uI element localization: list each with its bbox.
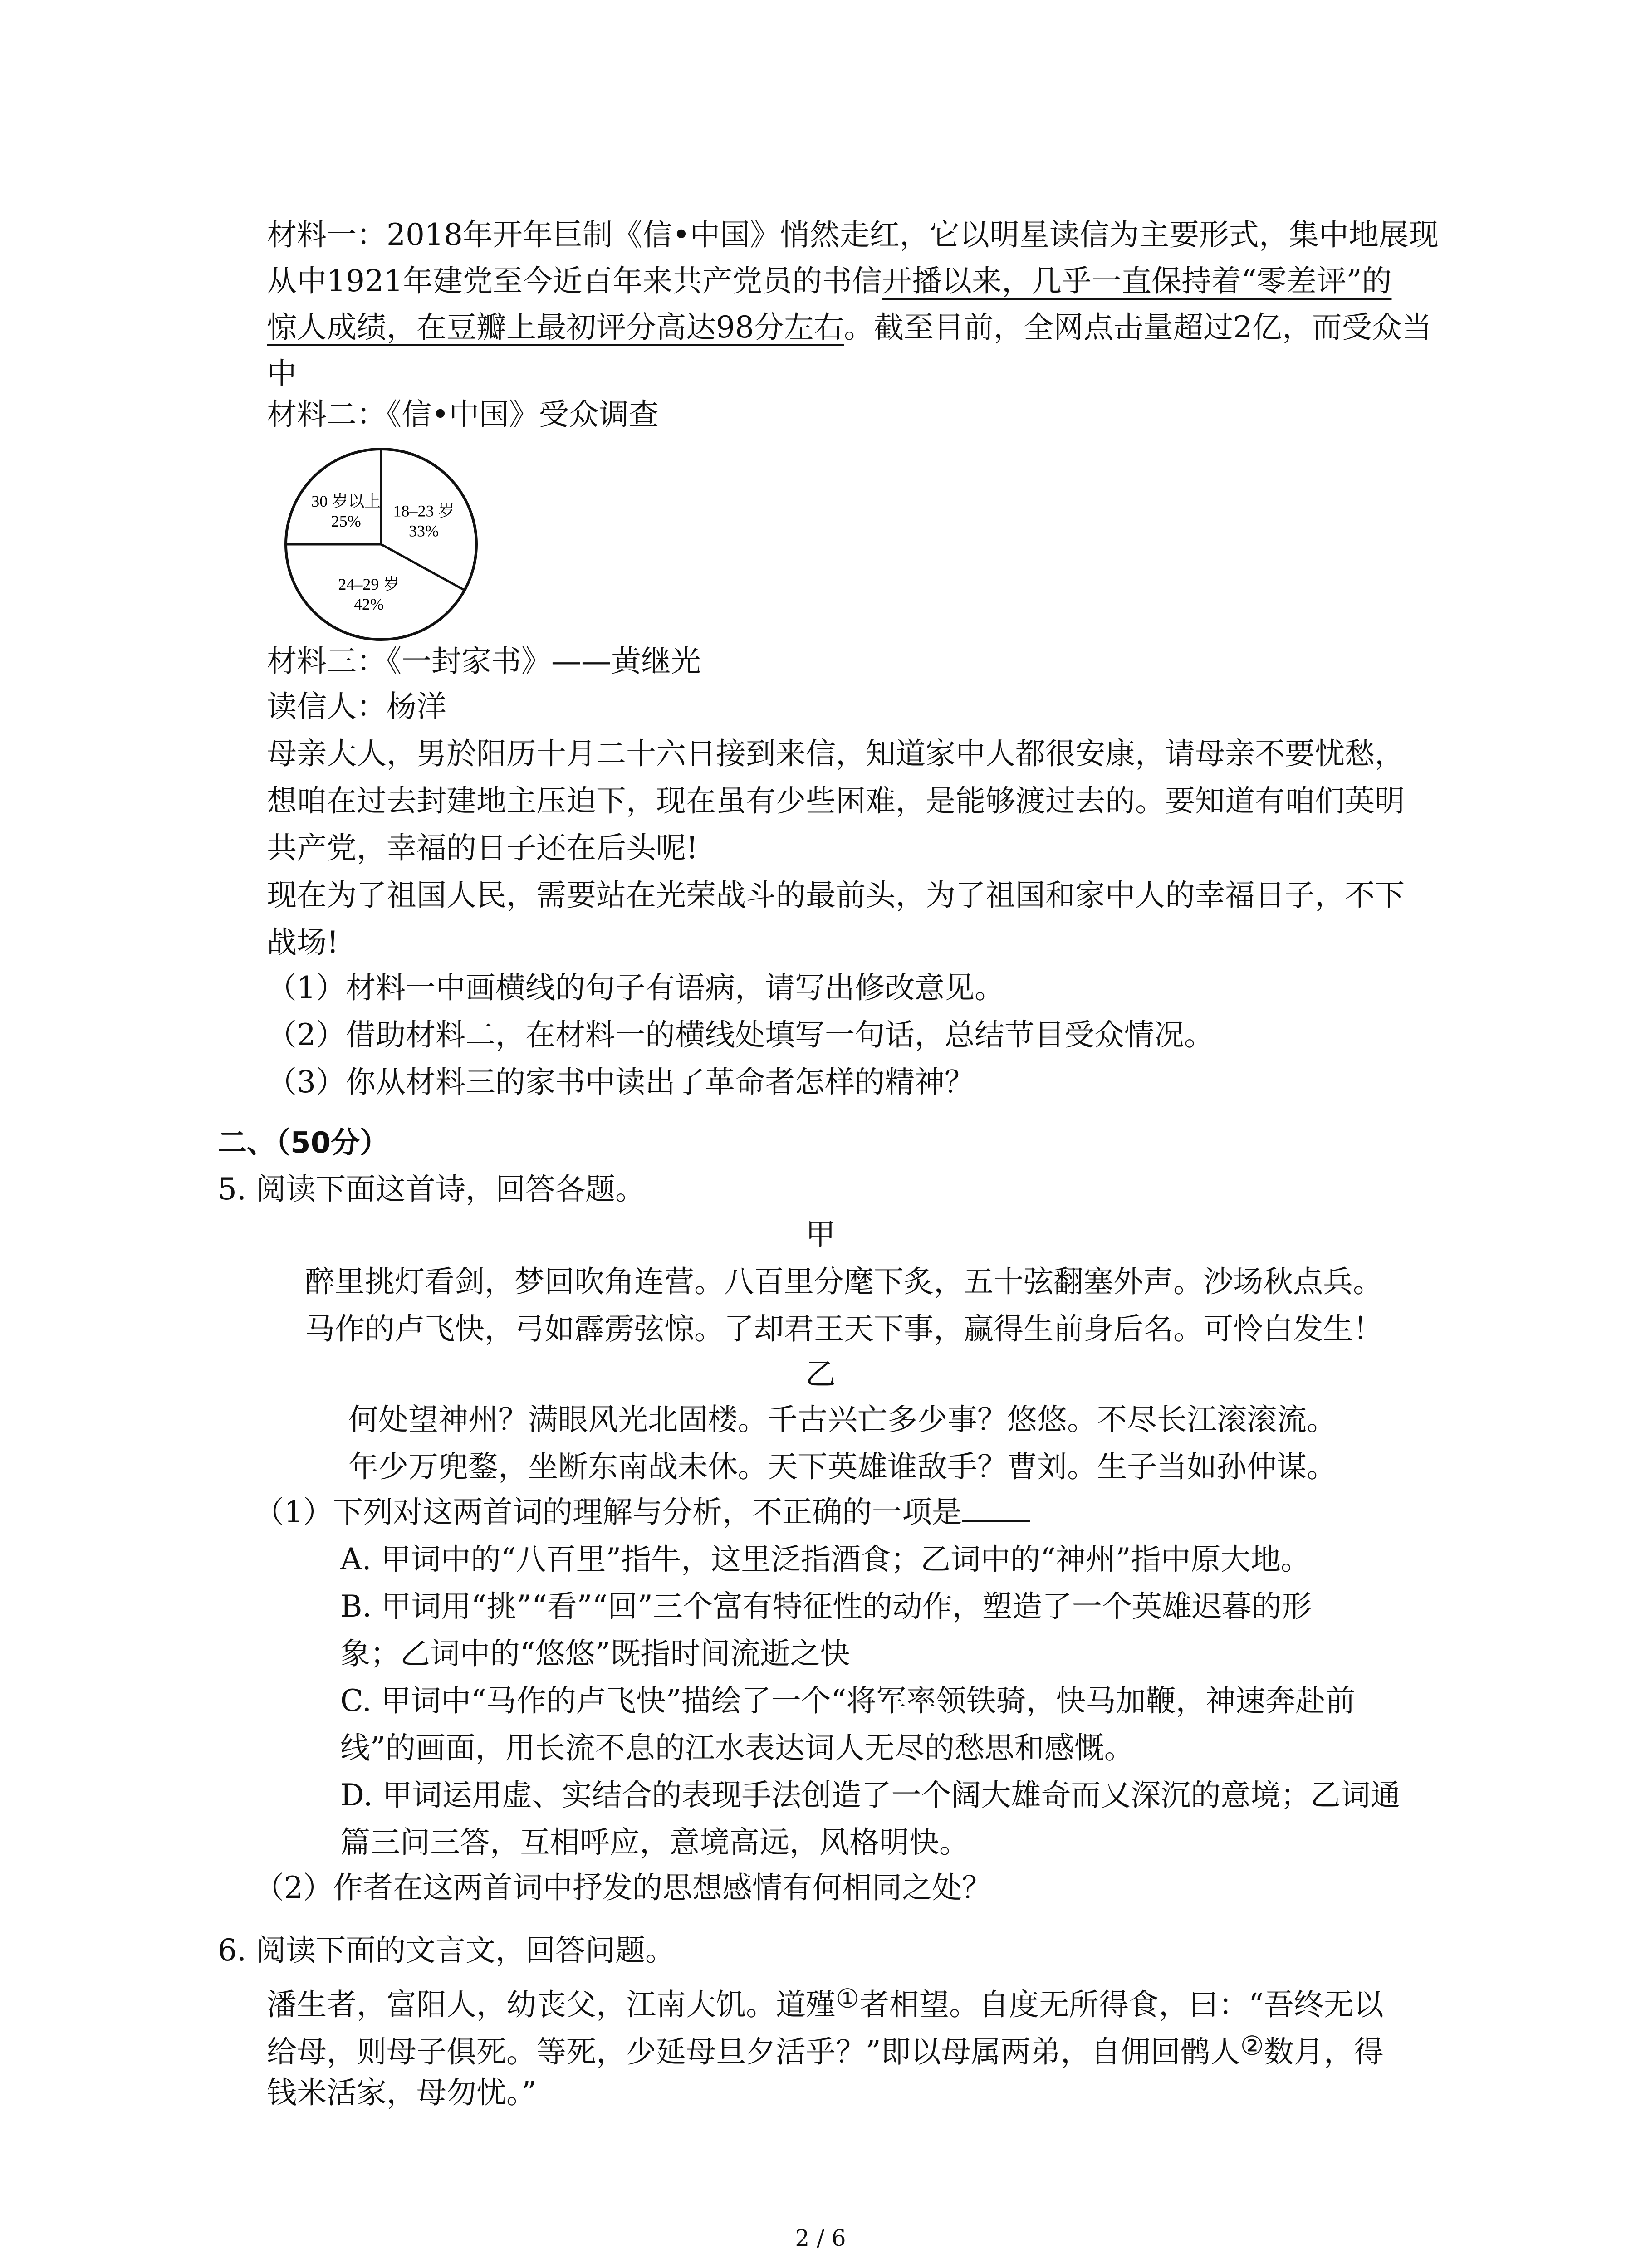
letter-paragraph-line1: 母亲大人，男於阳历十月二十六日接到来信，知道家中人都很安康，请母亲不要忧愁， — [267, 736, 1405, 771]
material1-line3-plain: 。截至目前，全网点击量超过2亿，而受众当 — [843, 310, 1432, 345]
poem-yi-title: 乙 — [805, 1357, 836, 1392]
classical-text-line1-part2: 者相望。自度无所得食，曰：“吾终无以 — [859, 1987, 1384, 2022]
classical-text-line1 — [267, 1976, 1384, 2028]
letter-paragraph-line5: 战场! — [267, 925, 339, 960]
option-d-line2: 篇三问三答，互相呼应，意境高远，风格明快。 — [340, 1825, 969, 1860]
pie-slice-value: 42% — [353, 595, 384, 613]
material1-line2 — [267, 259, 1391, 304]
classical-text-line2 — [267, 2023, 1384, 2075]
question5-stem: 5. 阅读下面这首诗，回答各题。 — [218, 1172, 645, 1207]
answer-blank — [962, 1493, 1030, 1522]
material1-underlined-sentence-part1: 开播以来，几乎一直保持着“零差评”的 — [882, 264, 1392, 298]
classical-text-line2-part2: 数月，得 — [1264, 2034, 1384, 2069]
material1-line4: 中 — [267, 356, 297, 391]
question5-sub2: （2）作者在这两首词中抒发的思想感情有何相同之处？ — [254, 1870, 992, 1905]
material3-reader: 读信人：杨洋 — [267, 689, 446, 724]
material1-line3 — [267, 305, 1432, 350]
footnote-marker-2: ② — [1240, 2030, 1264, 2061]
poem-jia-line2: 马作的卢飞快，弓如霹雳弦惊。了却君王天下事，赢得生前身后名。可怜白发生！ — [305, 1311, 1383, 1346]
question6-stem: 6. 阅读下面的文言文，回答问题。 — [218, 1933, 675, 1968]
page-number: 2 / 6 — [795, 2225, 846, 2251]
material3-title: 材料三：《一封家书》——黄继光 — [267, 644, 701, 679]
poem-yi-line1: 何处望神州？满眼风光北固楼。千古兴亡多少事？悠悠。不尽长江滚滚流。 — [348, 1402, 1337, 1437]
material2-title: 材料二：《信•中国》受众调查 — [267, 397, 659, 432]
pie-slice-label: 24–29 岁 — [338, 575, 400, 593]
question4-item3: （3）你从材料三的家书中读出了革命者怎样的精神？ — [267, 1065, 975, 1100]
letter-paragraph-line3: 共产党，幸福的日子还在后头呢! — [267, 831, 698, 865]
option-c-line1: C. 甲词中“马作的卢飞快”描绘了一个“将军率领铁骑，快马加鞭，神速奔赴前 — [340, 1683, 1356, 1718]
question5-sub1-text: （1）下列对这两首词的理解与分析，不正确的一项是 — [254, 1495, 962, 1530]
classical-text-line1-part1: 潘生者，富阳人，幼丧父，江南大饥。道殣 — [267, 1987, 836, 2022]
question4-item2: （2）借助材料二，在材料一的横线处填写一句话，总结节目受众情况。 — [267, 1017, 1214, 1052]
pie-slice-label: 18–23 岁 — [393, 502, 455, 520]
audience-pie-chart — [281, 445, 481, 644]
option-b-line1: B. 甲词用“挑”“看”“回”三个富有特征性的动作，塑造了一个英雄迟暮的形 — [340, 1589, 1312, 1624]
question5-sub1 — [254, 1490, 1030, 1535]
letter-paragraph-line2: 想咱在过去封建地主压迫下，现在虽有少些困难，是能够渡过去的。要知道有咱们英明 — [267, 783, 1405, 818]
classical-text-line2-part1: 给母，则母子俱死。等死，少延母旦夕活乎？”即以母属两弟，自佣回鹘人 — [267, 2034, 1240, 2069]
letter-paragraph-line4: 现在为了祖国人民，需要站在光荣战斗的最前头，为了祖国和家中人的幸福日子，不下 — [267, 878, 1405, 913]
footnote-marker-1: ① — [836, 1983, 859, 2014]
option-c-line2: 线”的画面，用长流不息的江水表达词人无尽的愁思和感慨。 — [340, 1730, 1134, 1765]
option-b-line2: 象；乙词中的“悠悠”既指时间流逝之快 — [340, 1636, 850, 1671]
poem-jia-line1: 醉里挑灯看剑，梦回吹角连营。八百里分麾下炙，五十弦翻塞外声。沙场秋点兵。 — [305, 1264, 1383, 1299]
material1-line1: 材料一：2018年开年巨制《信•中国》悄然走红，它以明星读信为主要形式，集中地展现 — [267, 217, 1439, 252]
poem-yi-line2: 年少万兜鍪，坐断东南战未休。天下英雄谁敌手？曹刘。生子当如孙仲谋。 — [348, 1449, 1337, 1484]
poem-jia-title: 甲 — [805, 1217, 836, 1252]
section-heading: 二、（50分） — [218, 1126, 389, 1160]
pie-slice-value: 25% — [331, 512, 361, 530]
material1-underlined-sentence-part2: 惊人成绩，在豆瓣上最初评分高达98分左右 — [267, 310, 844, 345]
classical-text-line3: 钱米活家，母勿忧。” — [267, 2075, 537, 2110]
material1-line2-plain: 从中1921年建党至今近百年来共产党员的书信 — [267, 264, 882, 298]
option-a: A. 甲词中的“八百里”指牛，这里泛指酒食；乙词中的“神州”指中原大地。 — [340, 1542, 1311, 1577]
question4-item1: （1）材料一中画横线的句子有语病，请写出修改意见。 — [267, 970, 1004, 1005]
option-d-line1: D. 甲词运用虚、实结合的表现手法创造了一个阔大雄奇而又深沉的意境；乙词通 — [340, 1778, 1401, 1813]
pie-slice-value: 33% — [408, 522, 439, 540]
pie-slice-label: 30 岁以上 — [311, 492, 381, 510]
